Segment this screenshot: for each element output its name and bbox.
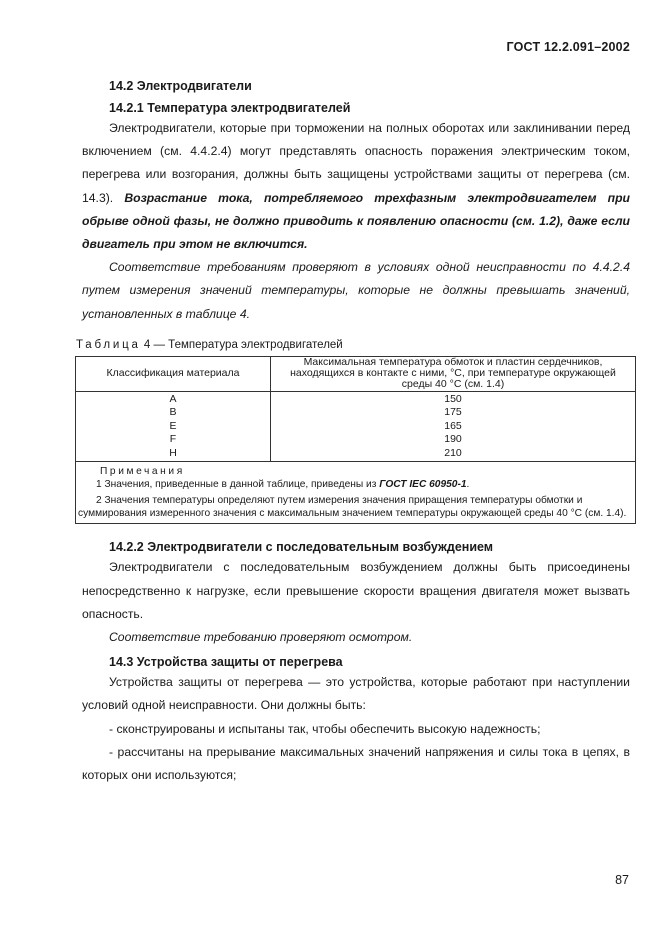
paragraph-series-motors: Электродвигатели с последовательным возбуждением должны быть присоединены непосредственно к нагрузке, если превышение скорости вращения двигателя может вызвать опасность. [82, 560, 630, 621]
section-14-2-2-heading: 14.2.2 Электродвигатели с последовательным возбуждением [109, 540, 494, 555]
cell-temperature: 165 [271, 420, 636, 434]
table-notes [76, 462, 636, 524]
table-row [76, 391, 636, 406]
page-number: 87 [615, 873, 629, 887]
note-1-end: . [466, 478, 470, 490]
list-item: - сконструированы и испытаны так, чтобы обеспечить высокую надежность; [109, 721, 541, 736]
table-caption-label: Таблица [76, 338, 141, 351]
table-header-row [76, 356, 636, 391]
note-2: 2 Значения температуры определяют путем измерения значения приращения температуры обмотки и суммирования измеренного значения с максимальным значением температуры окружающей среды 40 °С (см. 1.4). [78, 495, 627, 519]
paragraph-emphasis: Возрастание тока, потребляемого трехфазным электродвигателем при обрыве одной фазы, не должно приводить к появлению опасности (см. 1.2), даже если двигатель при этом не включится. [82, 190, 630, 252]
header-max-temperature: Максимальная температура обмоток и пластин сердечников, находящихся в контакте с ними, °С, при температуре окружающей среды 40 °С (см. 1.4) [271, 356, 636, 391]
cell-temperature: 190 [271, 433, 636, 447]
section-14-2-heading: 14.2 Электродвигатели [109, 79, 252, 93]
paragraph-overheat-devices: Устройства защиты от перегрева — это устройства, которые работают при наступлении условий одной неисправности. Они должны быть: [82, 675, 630, 713]
cell-temperature: 175 [271, 406, 636, 420]
table-row [76, 447, 636, 462]
table-caption [76, 337, 630, 353]
cell-material: E [76, 420, 271, 434]
cell-material: F [76, 433, 271, 447]
temperature-table [75, 356, 636, 525]
paragraph-inspection: Соответствие требованию проверяют осмотром. [109, 629, 413, 644]
table-row [76, 420, 636, 434]
paragraph-text: Электродвигатели, которые при торможении на полных оборотах или заклинивании перед включением (см. 4.4.2.4) могут представлять опасность поражения электрическим током, перегрева или возгорания, должны быть защищены устройствами защиты от перегрева (см. 14.3). [82, 121, 630, 205]
header-material-class: Классификация материала [76, 356, 271, 391]
cell-temperature: 150 [271, 391, 636, 406]
cell-material: A [76, 391, 271, 406]
section-14-3-heading: 14.3 Устройства защиты от перегрева [109, 655, 343, 670]
table-caption-title: 4 — Температура электродвигателей [140, 338, 343, 351]
document-id: ГОСТ 12.2.091–2002 [506, 40, 630, 54]
notes-title: Примечания [100, 466, 185, 478]
note-1-text: 1 Значения, приведенные в данной таблице, приведены из [96, 478, 380, 490]
paragraph-compliance-check: Соответствие требованиям проверяют в условиях одной неисправности по 4.4.2.4 путем измерения значений температуры, которые не должны превышать значений, установленных в таблице 4. [82, 260, 630, 321]
cell-material: H [76, 447, 271, 462]
cell-temperature: 210 [271, 447, 636, 462]
note-1 [96, 479, 633, 492]
note-1-reference: ГОСТ IEC 60950-1 [379, 478, 467, 490]
table-notes-row [76, 462, 636, 524]
list-item: - рассчитаны на прерывание максимальных значений напряжения и силы тока в цепях, в которых они используются; [82, 744, 630, 782]
cell-material: B [76, 406, 271, 420]
paragraph-motor-protection [82, 117, 630, 256]
table-row [76, 406, 636, 420]
section-14-2-1-heading: 14.2.1 Температура электродвигателей [109, 101, 351, 115]
table-row [76, 433, 636, 447]
page-content [76, 77, 630, 787]
